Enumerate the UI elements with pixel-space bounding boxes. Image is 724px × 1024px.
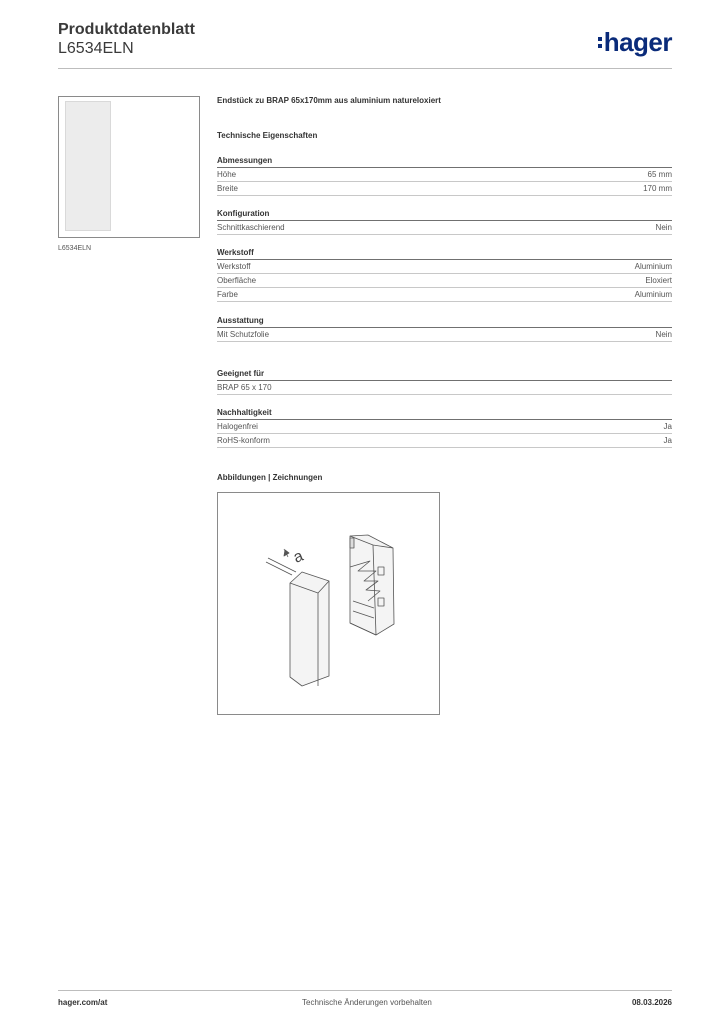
product-image bbox=[58, 96, 200, 238]
property-label: Höhe bbox=[217, 170, 237, 179]
property-label: RoHS-konform bbox=[217, 436, 270, 445]
logo-dots-icon bbox=[598, 37, 602, 48]
section-ausstattung bbox=[217, 315, 672, 342]
property-value: Aluminium bbox=[634, 262, 672, 271]
dimension-label: a bbox=[291, 547, 306, 567]
property-value: 65 mm bbox=[647, 170, 672, 179]
property-label: Halogenfrei bbox=[217, 422, 258, 431]
product-image-caption: L6534ELN bbox=[58, 245, 92, 252]
property-row bbox=[217, 274, 672, 288]
dimension-line bbox=[266, 562, 292, 575]
property-label: Werkstoff bbox=[217, 262, 251, 271]
property-value: Aluminium bbox=[634, 290, 672, 299]
property-row bbox=[217, 221, 672, 235]
property-value: Ja bbox=[663, 422, 672, 431]
hager-logo bbox=[598, 28, 672, 56]
drawings-heading: Abbildungen | Zeichnungen bbox=[217, 473, 323, 482]
property-row bbox=[217, 381, 672, 395]
property-row bbox=[217, 260, 672, 274]
logo-text: hager bbox=[603, 27, 672, 57]
footer-date: 08.03.2026 bbox=[631, 998, 672, 1007]
property-value: Nein bbox=[655, 330, 672, 339]
property-row bbox=[217, 288, 672, 302]
property-row bbox=[217, 168, 672, 182]
property-label: Schnittkaschierend bbox=[217, 223, 285, 232]
flat-cover-shape bbox=[290, 572, 329, 686]
technical-drawing bbox=[217, 492, 440, 715]
property-label: Breite bbox=[217, 184, 238, 193]
property-label: Oberfläche bbox=[217, 276, 257, 285]
dimension-arrow bbox=[284, 550, 289, 556]
section-geeignet-fuer bbox=[217, 368, 672, 395]
property-row bbox=[217, 434, 672, 448]
product-description: Endstück zu BRAP 65x170mm aus aluminium natureloxiert bbox=[217, 96, 441, 105]
footer-website-link[interactable]: hager.com/at bbox=[58, 998, 108, 1007]
property-label: Mit Schutzfolie bbox=[217, 330, 270, 339]
product-code: L6534ELN bbox=[58, 40, 134, 57]
clip-tab bbox=[350, 538, 354, 548]
property-value: Nein bbox=[655, 223, 672, 232]
page-title: Produktdatenblatt bbox=[58, 21, 195, 38]
section-title: Konfiguration bbox=[217, 208, 672, 221]
header-divider bbox=[58, 68, 672, 69]
footer-notice: Technische Änderungen vorbehalten bbox=[302, 998, 432, 1007]
product-panel-shape bbox=[65, 101, 111, 231]
section-title: Nachhaltigkeit bbox=[217, 407, 672, 420]
footer-divider bbox=[58, 990, 672, 991]
section-werkstoff bbox=[217, 247, 672, 302]
section-abmessungen bbox=[217, 155, 672, 196]
property-value: Ja bbox=[663, 436, 672, 445]
section-title: Ausstattung bbox=[217, 315, 672, 328]
property-label: Farbe bbox=[217, 290, 238, 299]
tech-properties-heading: Technische Eigenschaften bbox=[217, 131, 318, 140]
property-row bbox=[217, 328, 672, 342]
section-konfiguration bbox=[217, 208, 672, 235]
property-row bbox=[217, 182, 672, 196]
property-value: Eloxiert bbox=[645, 276, 672, 285]
section-title: Geeignet für bbox=[217, 368, 672, 381]
section-title: Werkstoff bbox=[217, 247, 672, 260]
property-value: 170 mm bbox=[643, 184, 672, 193]
property-row bbox=[217, 420, 672, 434]
section-nachhaltigkeit bbox=[217, 407, 672, 448]
section-title: Abmessungen bbox=[217, 155, 672, 168]
end-cap-drawing bbox=[218, 493, 439, 714]
property-label: BRAP 65 x 170 bbox=[217, 383, 272, 392]
